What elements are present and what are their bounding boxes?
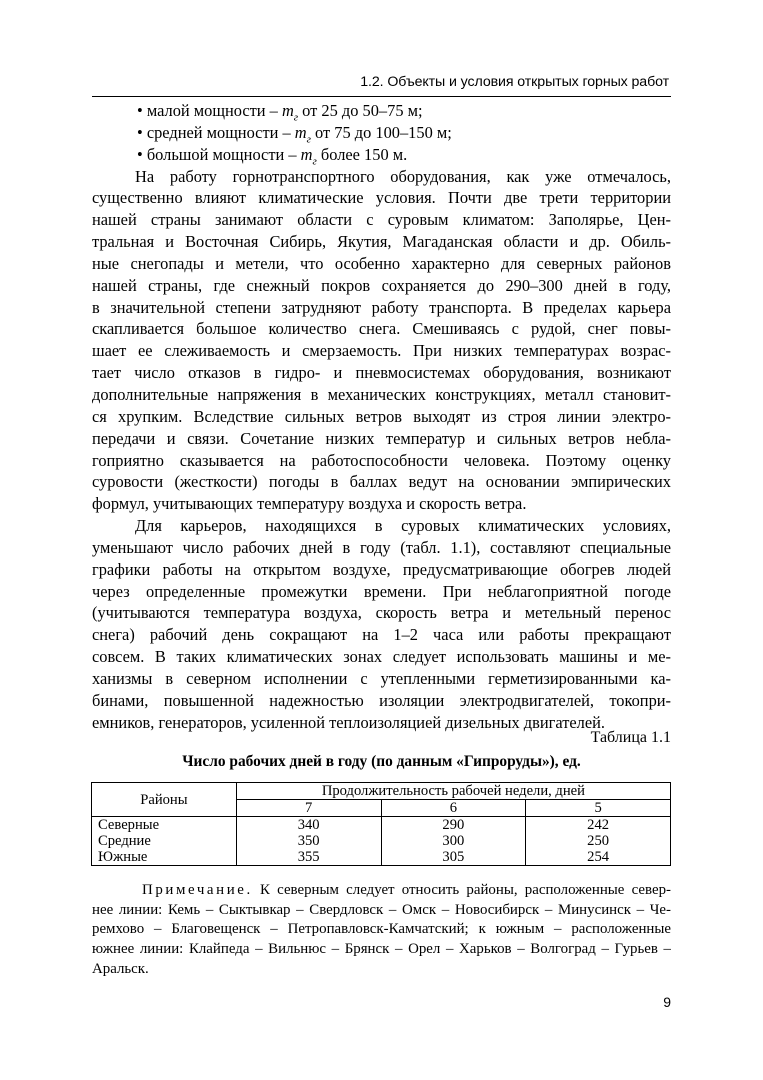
text-line: нашей страны занимают области с суровым климатом: Заполярье, Цен- — [92, 210, 671, 230]
table-cell: 340 — [236, 817, 381, 834]
paragraph-quarries — [92, 515, 671, 733]
text-line: снега) рабочий день сокращают на 1–2 часа или работы прекращают — [92, 625, 671, 645]
note-label: Примечание. — [142, 882, 253, 898]
text-line: ся хрупким. Вследствие сильных ветров выходят из строя линии электро- — [92, 406, 671, 426]
text-line: скапливается большое количество снега. Смешиваясь с рудой, снег повы- — [92, 319, 671, 339]
text-line: нашей страны, где снежный покров сохраняется до 290–300 дней в году, — [92, 275, 671, 295]
text-line: через определенные промежутки времени. При неблагоприятной погоде — [92, 581, 671, 601]
bullet-item: • большой мощности – $m_г$ более 150 м. — [137, 144, 408, 166]
bullet-item: • средней мощности – $m_г$ от 75 до 100–150 м; — [137, 122, 452, 144]
text-line: тает число отказов в гидро- и пневмосистемах оборудования, возникают — [92, 363, 671, 383]
table-cell: 305 — [381, 849, 526, 866]
running-header-title: 1.2. Объекты и условия открытых горных работ — [360, 74, 669, 90]
table-title: Число рабочих дней в году (по данным «Гипроруды»), ед. — [182, 753, 581, 770]
note-line: Примечание. К северным следует относить районы, расположенные север- — [142, 882, 671, 898]
table-note — [92, 881, 671, 979]
table-cell: 242 — [526, 817, 671, 834]
text-line: (учитываются температура воздуха, скорость ветра и метельный перенос — [92, 603, 671, 623]
text-line: тральная и Восточная Сибирь, Якутия, Магаданская области и др. Обиль- — [92, 232, 671, 252]
note-line: Аральск. — [92, 960, 149, 977]
table-cell: 290 — [381, 817, 526, 834]
table-cell-region: Средние — [92, 833, 237, 849]
text-line: ханизмы в северном исполнении с утепленными герметизированными ка- — [92, 668, 671, 688]
text-line: ные снегопады и метели, что особенно характерно для северных районов — [92, 253, 671, 273]
table-row — [92, 849, 671, 866]
page-number: 9 — [663, 994, 671, 1010]
text-line: формул, учитывающих температуру воздуха и скорость ветра. — [92, 494, 527, 514]
table-cell: 250 — [526, 833, 671, 849]
table-cell: 254 — [526, 849, 671, 866]
table-column-header: 7 — [236, 800, 381, 817]
text-line: суровости (жесткости) погоды в баллах ведут на основании эмпирических — [92, 472, 671, 492]
text-line: дополнительные напряжения в механических конструкциях, металл становит- — [92, 384, 671, 404]
running-header — [92, 70, 671, 97]
table-header-row — [92, 783, 671, 800]
bullet-item: • малой мощности – $m_г$ от 25 до 50–75 м; — [137, 101, 423, 122]
note-line: ремхово – Благовещенск – Петропавловск-Камчатский; к южным – расположенные — [92, 921, 671, 938]
table-group-header: Продолжительность рабочей недели, дней — [236, 783, 670, 800]
text-line: Для карьеров, находящихся в суровых климатических условиях, — [135, 516, 671, 536]
text-line: емников, генераторов, усиленной теплоизоляцией дизельных двигателей. — [92, 712, 605, 732]
note-line: нее линии: Кемь – Сыктывкар – Свердловск – Омск – Новосибирск – Минусинск – Че- — [92, 901, 671, 918]
text-line: шает ее слеживаемость и смерзаемость. При низких температурах возрас- — [92, 341, 671, 361]
text-line: уменьшают число рабочих дней в году (табл. 1.1), составляют специальные — [92, 537, 671, 557]
table-label: Таблица 1.1 — [590, 729, 671, 746]
text-line: На работу горнотранспортного оборудования, как уже отмечалось, — [135, 166, 671, 186]
table-cell-region: Южные — [92, 849, 237, 866]
table-cell: 300 — [381, 833, 526, 849]
working-days-table — [91, 782, 671, 866]
table-cell: 355 — [236, 849, 381, 866]
text-line: передачи и связи. Сочетание низких температур и сильных ветров небла- — [92, 428, 671, 448]
note-line: южнее линии: Клайпеда – Вильнюс – Брянск – Орел – Харьков – Волгоград – Гурьев – — [92, 941, 671, 958]
text-line: бинами, повышенной надежностью изоляции электродвигателей, токопри- — [92, 690, 671, 710]
table-row — [92, 833, 671, 849]
text-line: совсем. В таких климатических зонах следует использовать машины и ме- — [92, 647, 671, 667]
paragraph-climate — [92, 166, 671, 516]
table-row — [92, 817, 671, 834]
body-text — [92, 100, 671, 733]
text-line: существенно влияют климатические условия. Почти две трети территории — [92, 188, 671, 208]
table-column-header: 5 — [526, 800, 671, 817]
text-line: графики работы на открытом воздухе, предусматривающие обогрев людей — [92, 559, 671, 579]
table-column-header: 6 — [381, 800, 526, 817]
text-line: гоприятно сказывается на работоспособности человека. Поэтому оценку — [92, 450, 671, 470]
table-row-header: Районы — [92, 783, 237, 817]
table-cell-region: Северные — [92, 817, 237, 834]
table-cell: 350 — [236, 833, 381, 849]
text-line: в значительной степени затрудняют работу транспорта. В пределах карьера — [92, 297, 671, 317]
